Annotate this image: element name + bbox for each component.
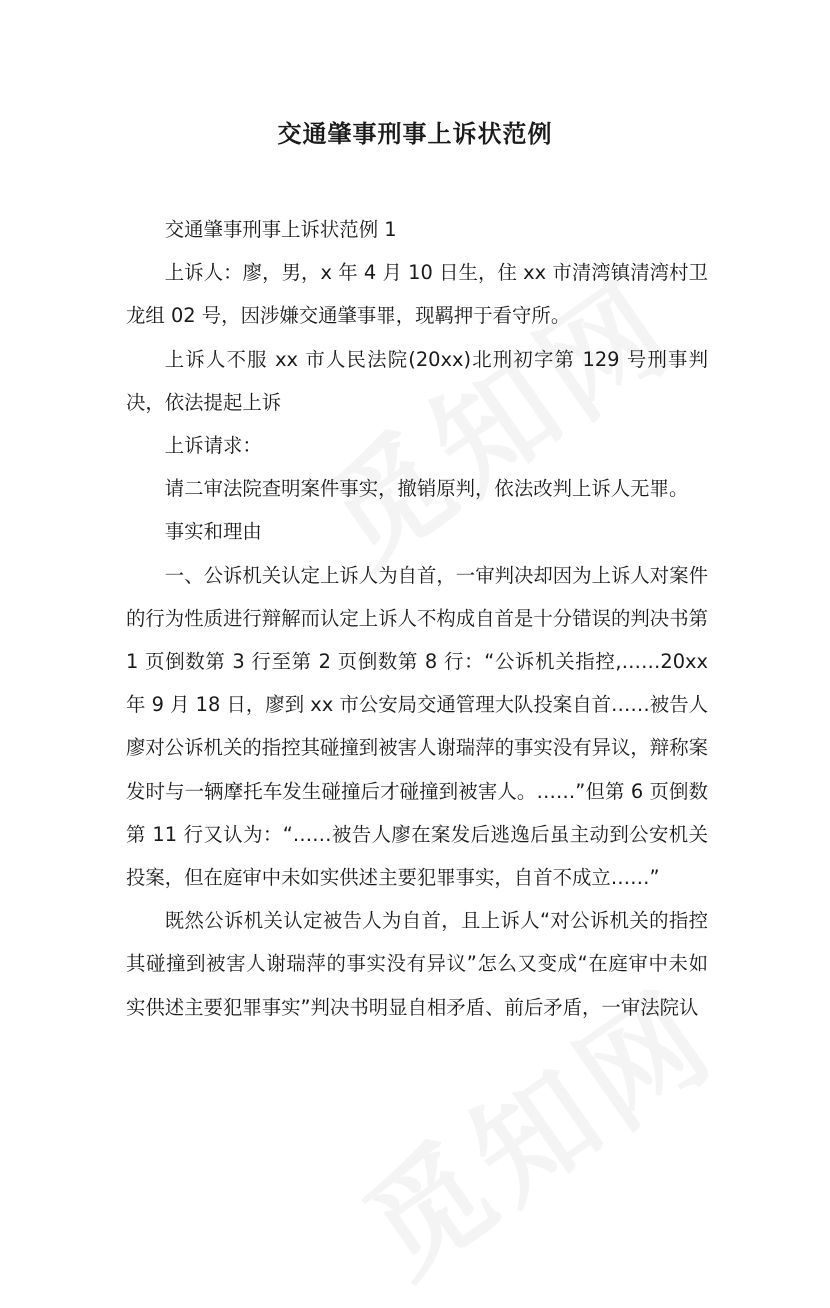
paragraph-appellant: 上诉人：廖，男，x 年 4 月 10 日生，住 xx 市清湾镇清湾村卫龙组 02 号，因涉嫌交通肇事罪，现羁押于看守所。	[126, 261, 708, 328]
paragraph-request: 请二审法院查明案件事实，撤销原判，依法改判上诉人无罪。	[164, 477, 689, 501]
paragraph-facts-heading: 事实和理由	[164, 520, 262, 544]
document-title: 交通肇事刑事上诉状范例	[277, 120, 553, 148]
paragraph-fact-1: 一、公诉机关认定上诉人为自首，一审判决却因为上诉人对案件的行为性质进行辩解而认定上诉人不构成自首是十分错误的判决书第 1 页倒数第 3 行至第 2 页倒数第 8 行：“公诉机关指控,……20xx 年 9 月 18 日，廖到 xx 市公安局交通管理大队投案自首……被告人廖对公诉机关的指控其碰撞到被害人谢瑞萍的事实没有异议，辩称案发时与一辆摩托车发生碰撞后才碰撞到被害人。……”但第 6 页倒数第 11 行又认为：“……被告人廖在案发后逃逸后虽主动到公安机关投案，但在庭审中未如实供述主要犯罪事实，自首不成立……”	[126, 563, 708, 890]
paragraph-fact-2: 既然公诉机关认定被告人为自首，且上诉人“对公诉机关的指控其碰撞到被害人谢瑞萍的事实没有异议”怎么又变成“在庭审中未如实供述主要犯罪事实”判决书明显自相矛盾、前后矛盾，一审法院认	[126, 909, 708, 1019]
document-body	[126, 208, 708, 1029]
paragraph-appeal-basis: 上诉人不服 xx 市人民法院(20xx)北刑初字第 129 号刑事判决，依法提起上诉	[126, 347, 708, 414]
paragraph-request-heading: 上诉请求：	[164, 434, 262, 458]
paragraph-subtitle: 交通肇事刑事上诉状范例 1	[164, 218, 397, 241]
